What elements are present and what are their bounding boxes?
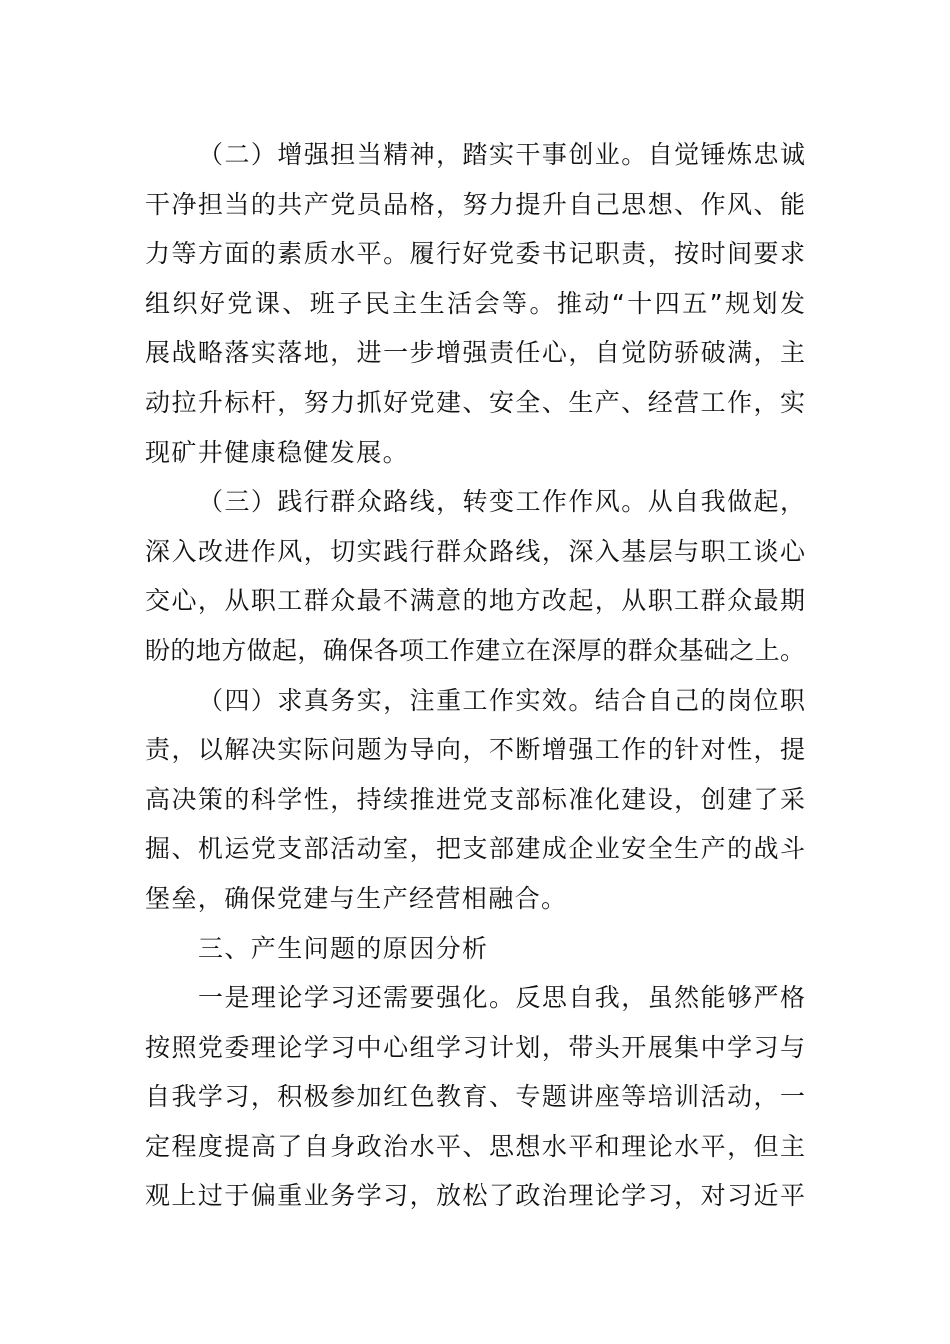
- text-line: 按照党委理论学习中心组学习计划，带头开展集中学习与: [145, 1032, 805, 1062]
- paragraph: [145, 676, 805, 924]
- text-line: 现矿井健康稳健发展。: [145, 437, 410, 467]
- text-line: 展战略落实落地，进一步增强责任心，自觉防骄破满，主: [145, 338, 805, 368]
- section-heading: [145, 924, 805, 974]
- text-line: 干净担当的共产党员品格，努力提升自己思想、作风、能: [145, 189, 805, 219]
- paragraph: [145, 477, 805, 675]
- text-line: 盼的地方做起，确保各项工作建立在深厚的群众基础之上。: [145, 635, 805, 665]
- text-line: （三）践行群众路线，转变工作作风。从自我做起，: [198, 487, 805, 517]
- paragraph: [145, 973, 805, 1221]
- text-line: 交心，从职工群众最不满意的地方改起，从职工群众最期: [145, 586, 805, 616]
- text-line: 定程度提高了自身政治水平、思想水平和理论水平，但主: [145, 1131, 805, 1161]
- text-line: （二）增强担当精神，踏实干事创业。自觉锤炼忠诚: [198, 140, 805, 169]
- text-line: 堡垒，确保党建与生产经营相融合。: [145, 883, 568, 913]
- text-line: 高决策的科学性，持续推进党支部标准化建设，创建了采: [145, 784, 805, 814]
- document-page: [145, 130, 805, 1221]
- text-line: 掘、机运党支部活动室，把支部建成企业安全生产的战斗: [145, 834, 805, 864]
- text-line: 动拉升标杆，努力抓好党建、安全、生产、经营工作，实: [145, 387, 805, 417]
- text-line: 深入改进作风，切实践行群众路线，深入基层与职工谈心: [145, 536, 805, 566]
- text-line: 自我学习，积极参加红色教育、专题讲座等培训活动，一: [145, 1082, 805, 1112]
- text-line: 责，以解决实际问题为导向，不断增强工作的针对性，提: [145, 735, 805, 765]
- text-line: 三、产生问题的原因分析: [198, 933, 489, 963]
- text-line: 力等方面的素质水平。履行好党委书记职责，按时间要求: [145, 239, 805, 269]
- paragraph: [145, 130, 805, 477]
- text-line: 观上过于偏重业务学习，放松了政治理论学习，对习近平: [145, 1181, 805, 1211]
- text-line: 一是理论学习还需要强化。反思自我，虽然能够严格: [198, 983, 805, 1013]
- text-line: 组织好党课、班子民主生活会等。推动“十四五”规划发: [145, 288, 805, 318]
- text-line: （四）求真务实，注重工作实效。结合自己的岗位职: [198, 685, 805, 715]
